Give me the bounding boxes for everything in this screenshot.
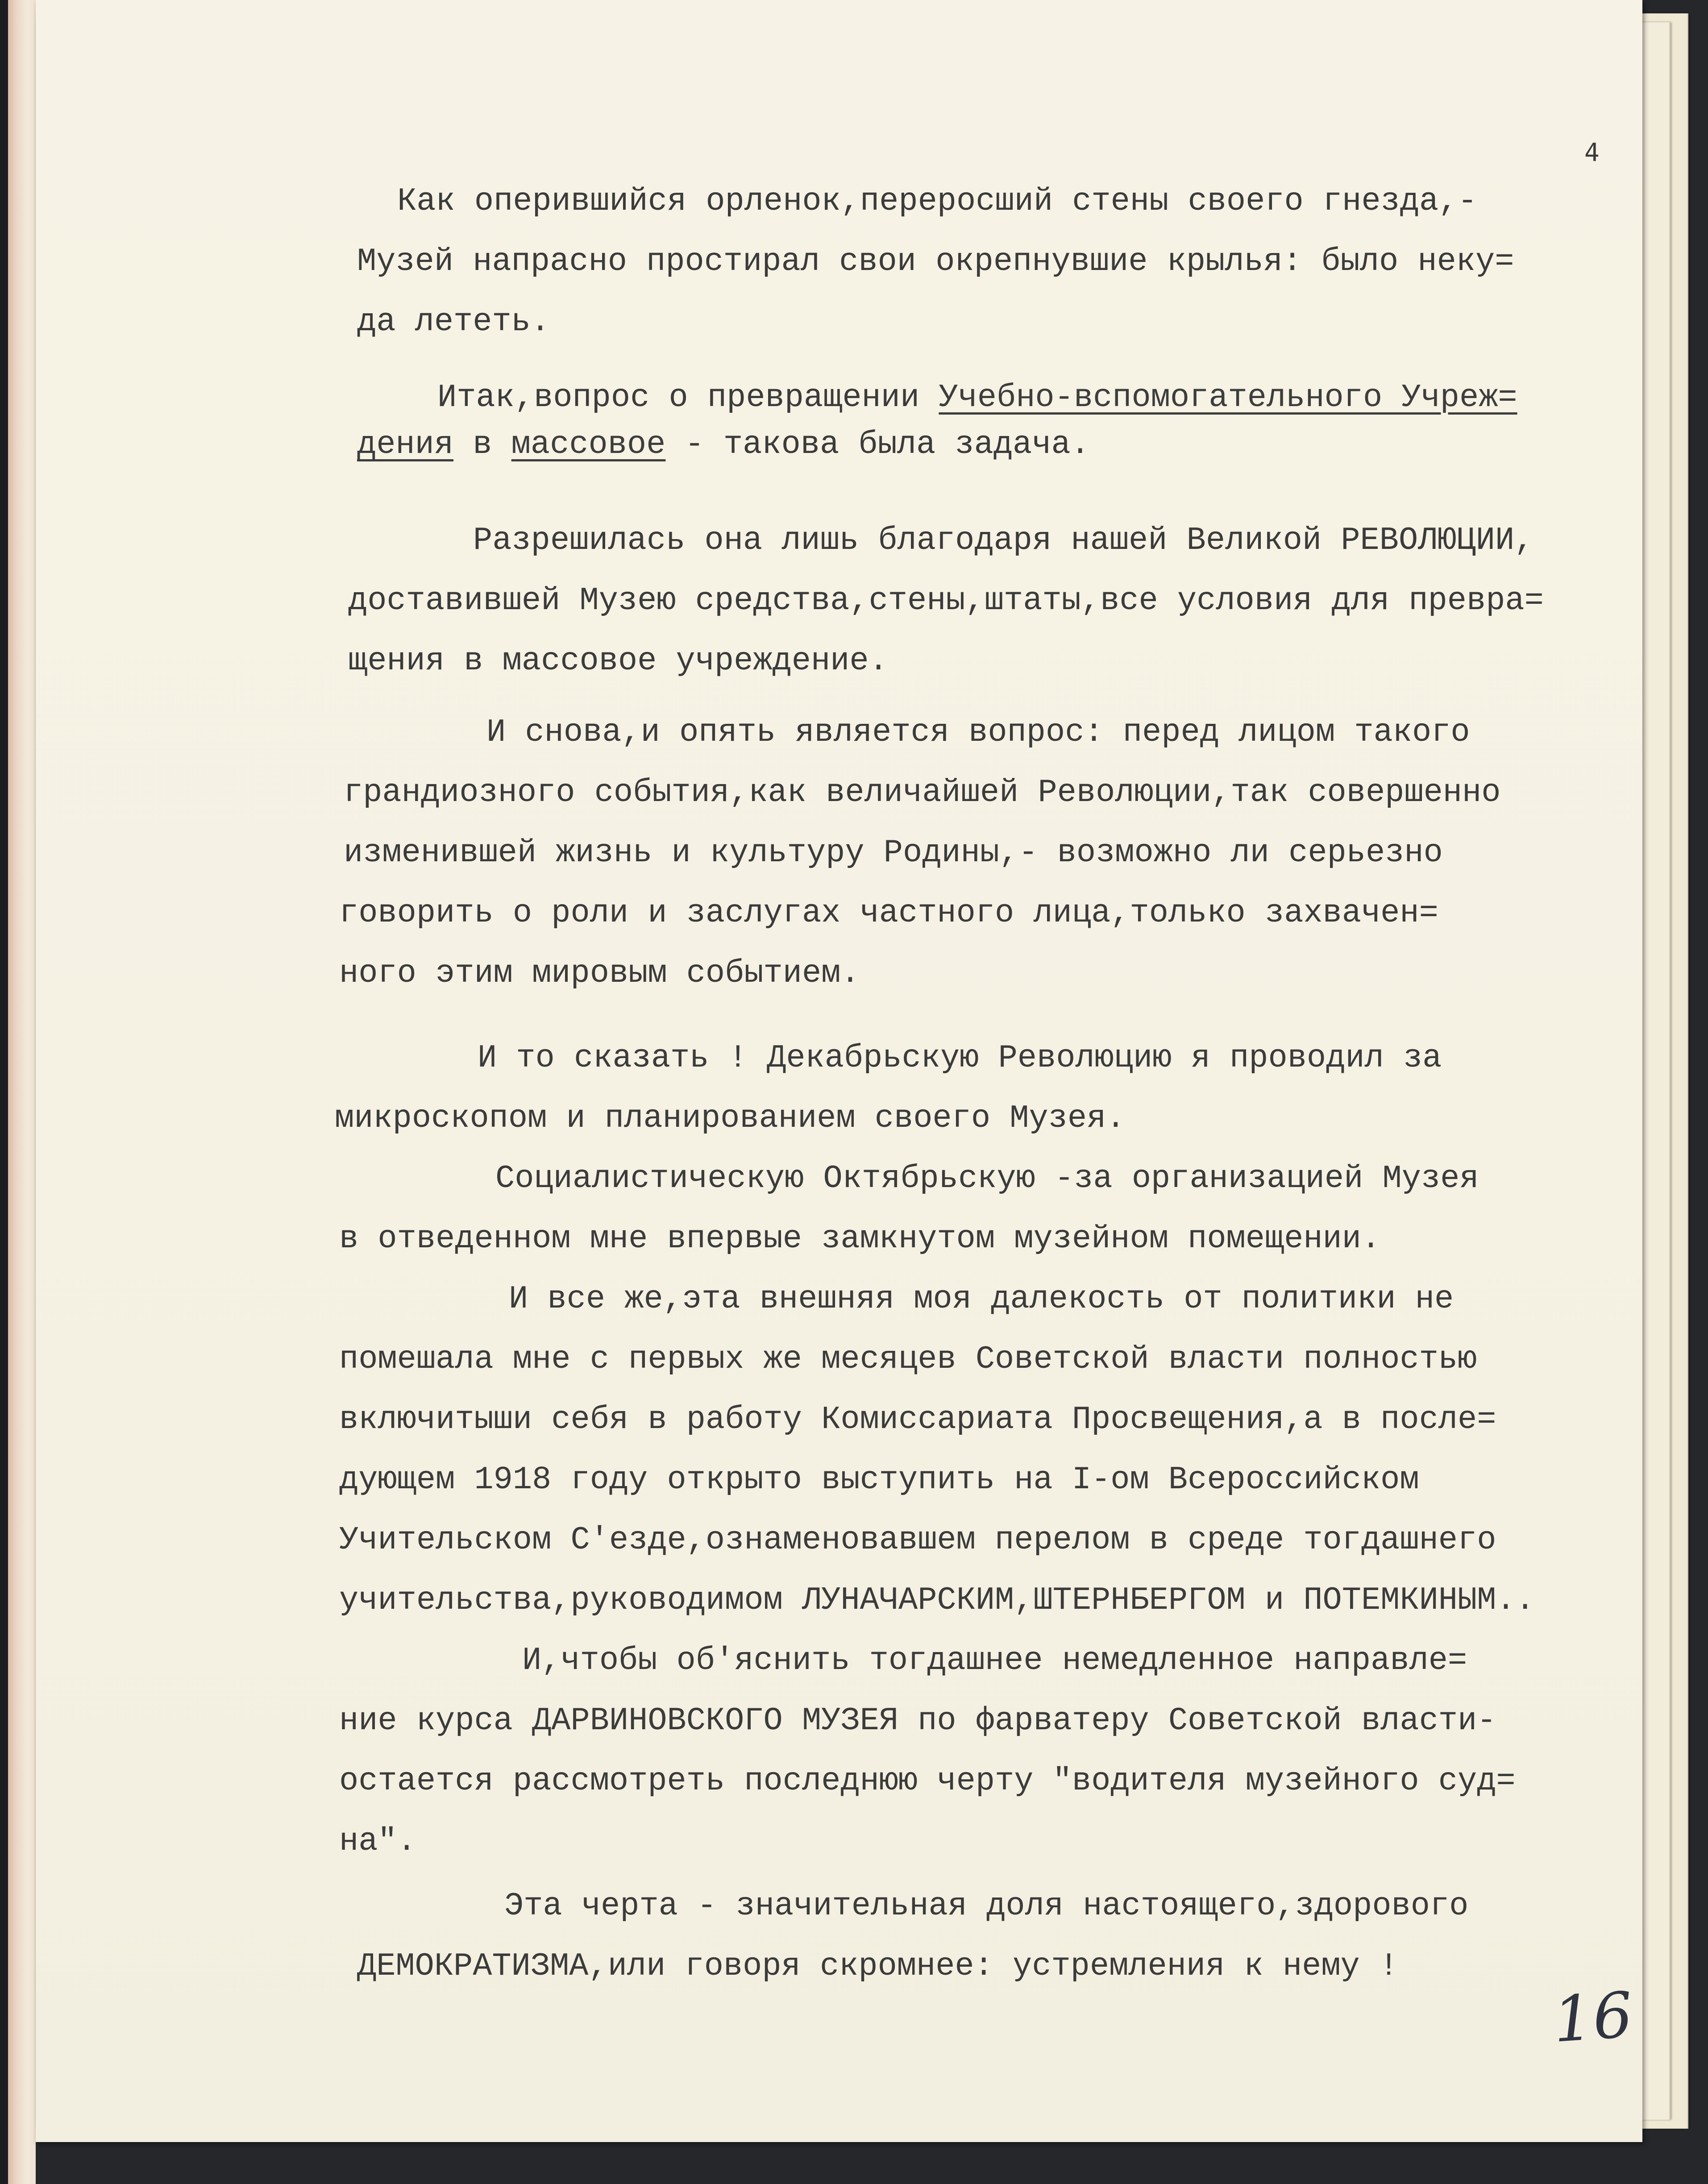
folder-binding [0,0,36,2184]
typewritten-page [36,0,1642,2142]
underlined-text: Учебно-вспомогательного Учреж= [939,379,1517,416]
text-line: на". [339,1823,416,1860]
text-run: - такова была задача. [665,426,1090,463]
text-line: учительства,руководимом ЛУНАЧАРСКИМ,ШТЕРНБЕРГОМ и ПОТЕМКИНЫМ.. [339,1582,1535,1619]
underlined-text: дения [357,426,454,463]
text-line: И то сказать ! Декабрьскую Революцию я проводил за [478,1040,1442,1076]
text-line: И снова,и опять является вопрос: перед лицом такого [486,714,1470,751]
text-line: изменившей жизнь и культуру Родины,- возможно ли серьезно [344,835,1443,871]
page-number: 4 [1584,138,1600,167]
text-line: ного этим мировым событием. [339,955,860,992]
text-line: доставившей Музею средства,стены,штаты,все условия для превра= [348,582,1544,619]
underlined-text: массовое [511,426,666,463]
text-line: грандиозного события,как величайшей Революции,так совершенно [344,774,1501,811]
handwritten-folio-number: 16 [1550,1978,1635,2057]
text-line: дующем 1918 году открыто выступить на I-ом Всероссийском [339,1462,1419,1498]
text-line: помешала мне с первых же месяцев Советской власти полностью [339,1341,1477,1378]
text-line: И,чтобы об'яснить тогдашнее немедленное направле= [522,1642,1467,1679]
text-line: Музей напрасно простирал свои окрепнувшие крылья: было неку= [357,243,1514,280]
text-line: Учительском С'езде,ознаменовавшем перелом в среде тогдашнего [339,1522,1496,1558]
text-line: И все же,эта внешняя моя далекость от политики не [509,1281,1454,1317]
text-line: Разрешилась она лишь благодаря нашей Великой РЕВОЛЮЦИИ, [473,522,1534,559]
text-line: Социалистическую Октябрьскую -за организацией Музея [495,1160,1479,1197]
text-line: микроскопом и планированием своего Музея. [335,1100,1126,1137]
text-line: включитыши себя в работу Комиссариата Просвещения,а в после= [339,1401,1496,1438]
text-line: говорить о роли и заслугах частного лица,только захвачен= [339,895,1438,931]
text-line: Как оперившийся орленок,переросший стены своего гнезда,- [397,183,1477,220]
text-line: ние курса ДАРВИНОВСКОГО МУЗЕЯ по фарватеру Советской власти- [339,1702,1496,1739]
text-run: в [453,426,511,463]
text-line: щения в массовое учреждение. [348,643,888,679]
text-line: Эта черта - значительная доля настоящего,здорового [504,1888,1469,1924]
text-line [357,426,1090,463]
text-line: в отведенном мне впервые замкнутом музейном помещении. [339,1221,1381,1257]
text-line: ДЕМОКРАТИЗМА,или говоря скромнее: устремления к нему ! [357,1948,1399,1985]
text-line: остается рассмотреть последнюю черту "водителя музейного суд= [339,1763,1516,1799]
text-line [437,379,1517,416]
text-run: Итак,вопрос о превращении [437,379,939,416]
text-line: да лететь. [357,303,550,340]
